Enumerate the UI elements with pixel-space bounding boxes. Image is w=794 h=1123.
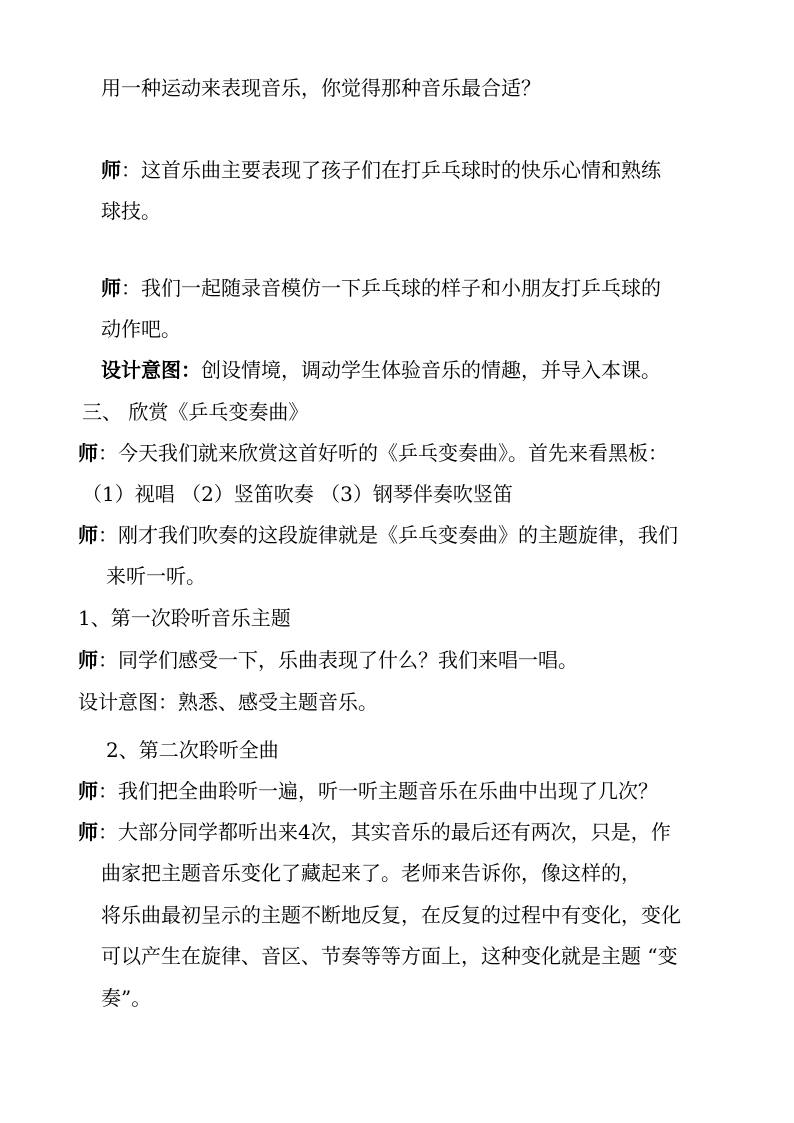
design-intent-line: 设计意图：熟悉、感受主题音乐。: [78, 690, 378, 714]
teacher-line: 师：大部分同学都听出来4次，其实音乐的最后还有两次，只是，作: [78, 820, 671, 844]
speaker-label: 师: [78, 523, 98, 547]
paragraph-line: 球技。: [101, 199, 161, 223]
subsection-heading: 2、第二次聆听全曲: [106, 738, 279, 762]
paragraph-line: 可以产生在旋律、音区、节奏等等方面上，这种变化就是主题 “变: [101, 944, 678, 968]
paragraph-line: 来听一听。: [106, 564, 206, 588]
paragraph-line: 动作吧。: [101, 317, 181, 341]
speaker-label: 师: [101, 276, 121, 300]
activity-list: （1）视唱 （2）竖笛吹奏 （3）钢琴伴奏吹竖笛: [82, 482, 513, 506]
speaker-label: 师: [78, 648, 98, 672]
speaker-label: 师: [78, 820, 98, 844]
design-intent-label: 设计意图：: [101, 358, 201, 382]
paragraph-line: 奏”。: [101, 986, 152, 1010]
speaker-label: 师: [101, 158, 121, 182]
paragraph-line: 将乐曲最初呈示的主题不断地反复，在反复的过程中有变化，变化: [101, 903, 681, 927]
teacher-line: 师：我们把全曲聆听一遍，听一听主题音乐在乐曲中出现了几次？: [78, 779, 658, 803]
teacher-line: 师：刚才我们吹奏的这段旋律就是《乒乓变奏曲》的主题旋律，我们: [78, 523, 678, 547]
teacher-line: 师：我们一起随录音模仿一下乒乓球的样子和小朋友打乒乓球的: [101, 276, 661, 300]
teacher-line: 师：今天我们就来欣赏这首好听的《乒乓变奏曲》。首先来看黑板：: [78, 441, 668, 465]
design-intent-line: 设计意图：创设情境，调动学生体验音乐的情趣，并导入本课。: [101, 358, 661, 382]
teacher-line: 师：同学们感受一下，乐曲表现了什么？我们来唱一唱。: [78, 648, 578, 672]
speaker-label: 师: [78, 779, 98, 803]
subsection-heading: 1、第一次聆听音乐主题: [78, 606, 291, 630]
section-heading: 三、 欣赏《乒乓变奏曲》: [82, 400, 309, 424]
speaker-label: 师: [78, 441, 98, 465]
paragraph-line: 曲家把主题音乐变化了藏起来了。老师来告诉你，像这样的，: [101, 861, 641, 885]
paragraph-line: 用一种运动来表现音乐，你觉得那种音乐最合适？: [101, 76, 541, 100]
teacher-line: 师：这首乐曲主要表现了孩子们在打乒乓球时的快乐心情和熟练: [101, 158, 661, 182]
